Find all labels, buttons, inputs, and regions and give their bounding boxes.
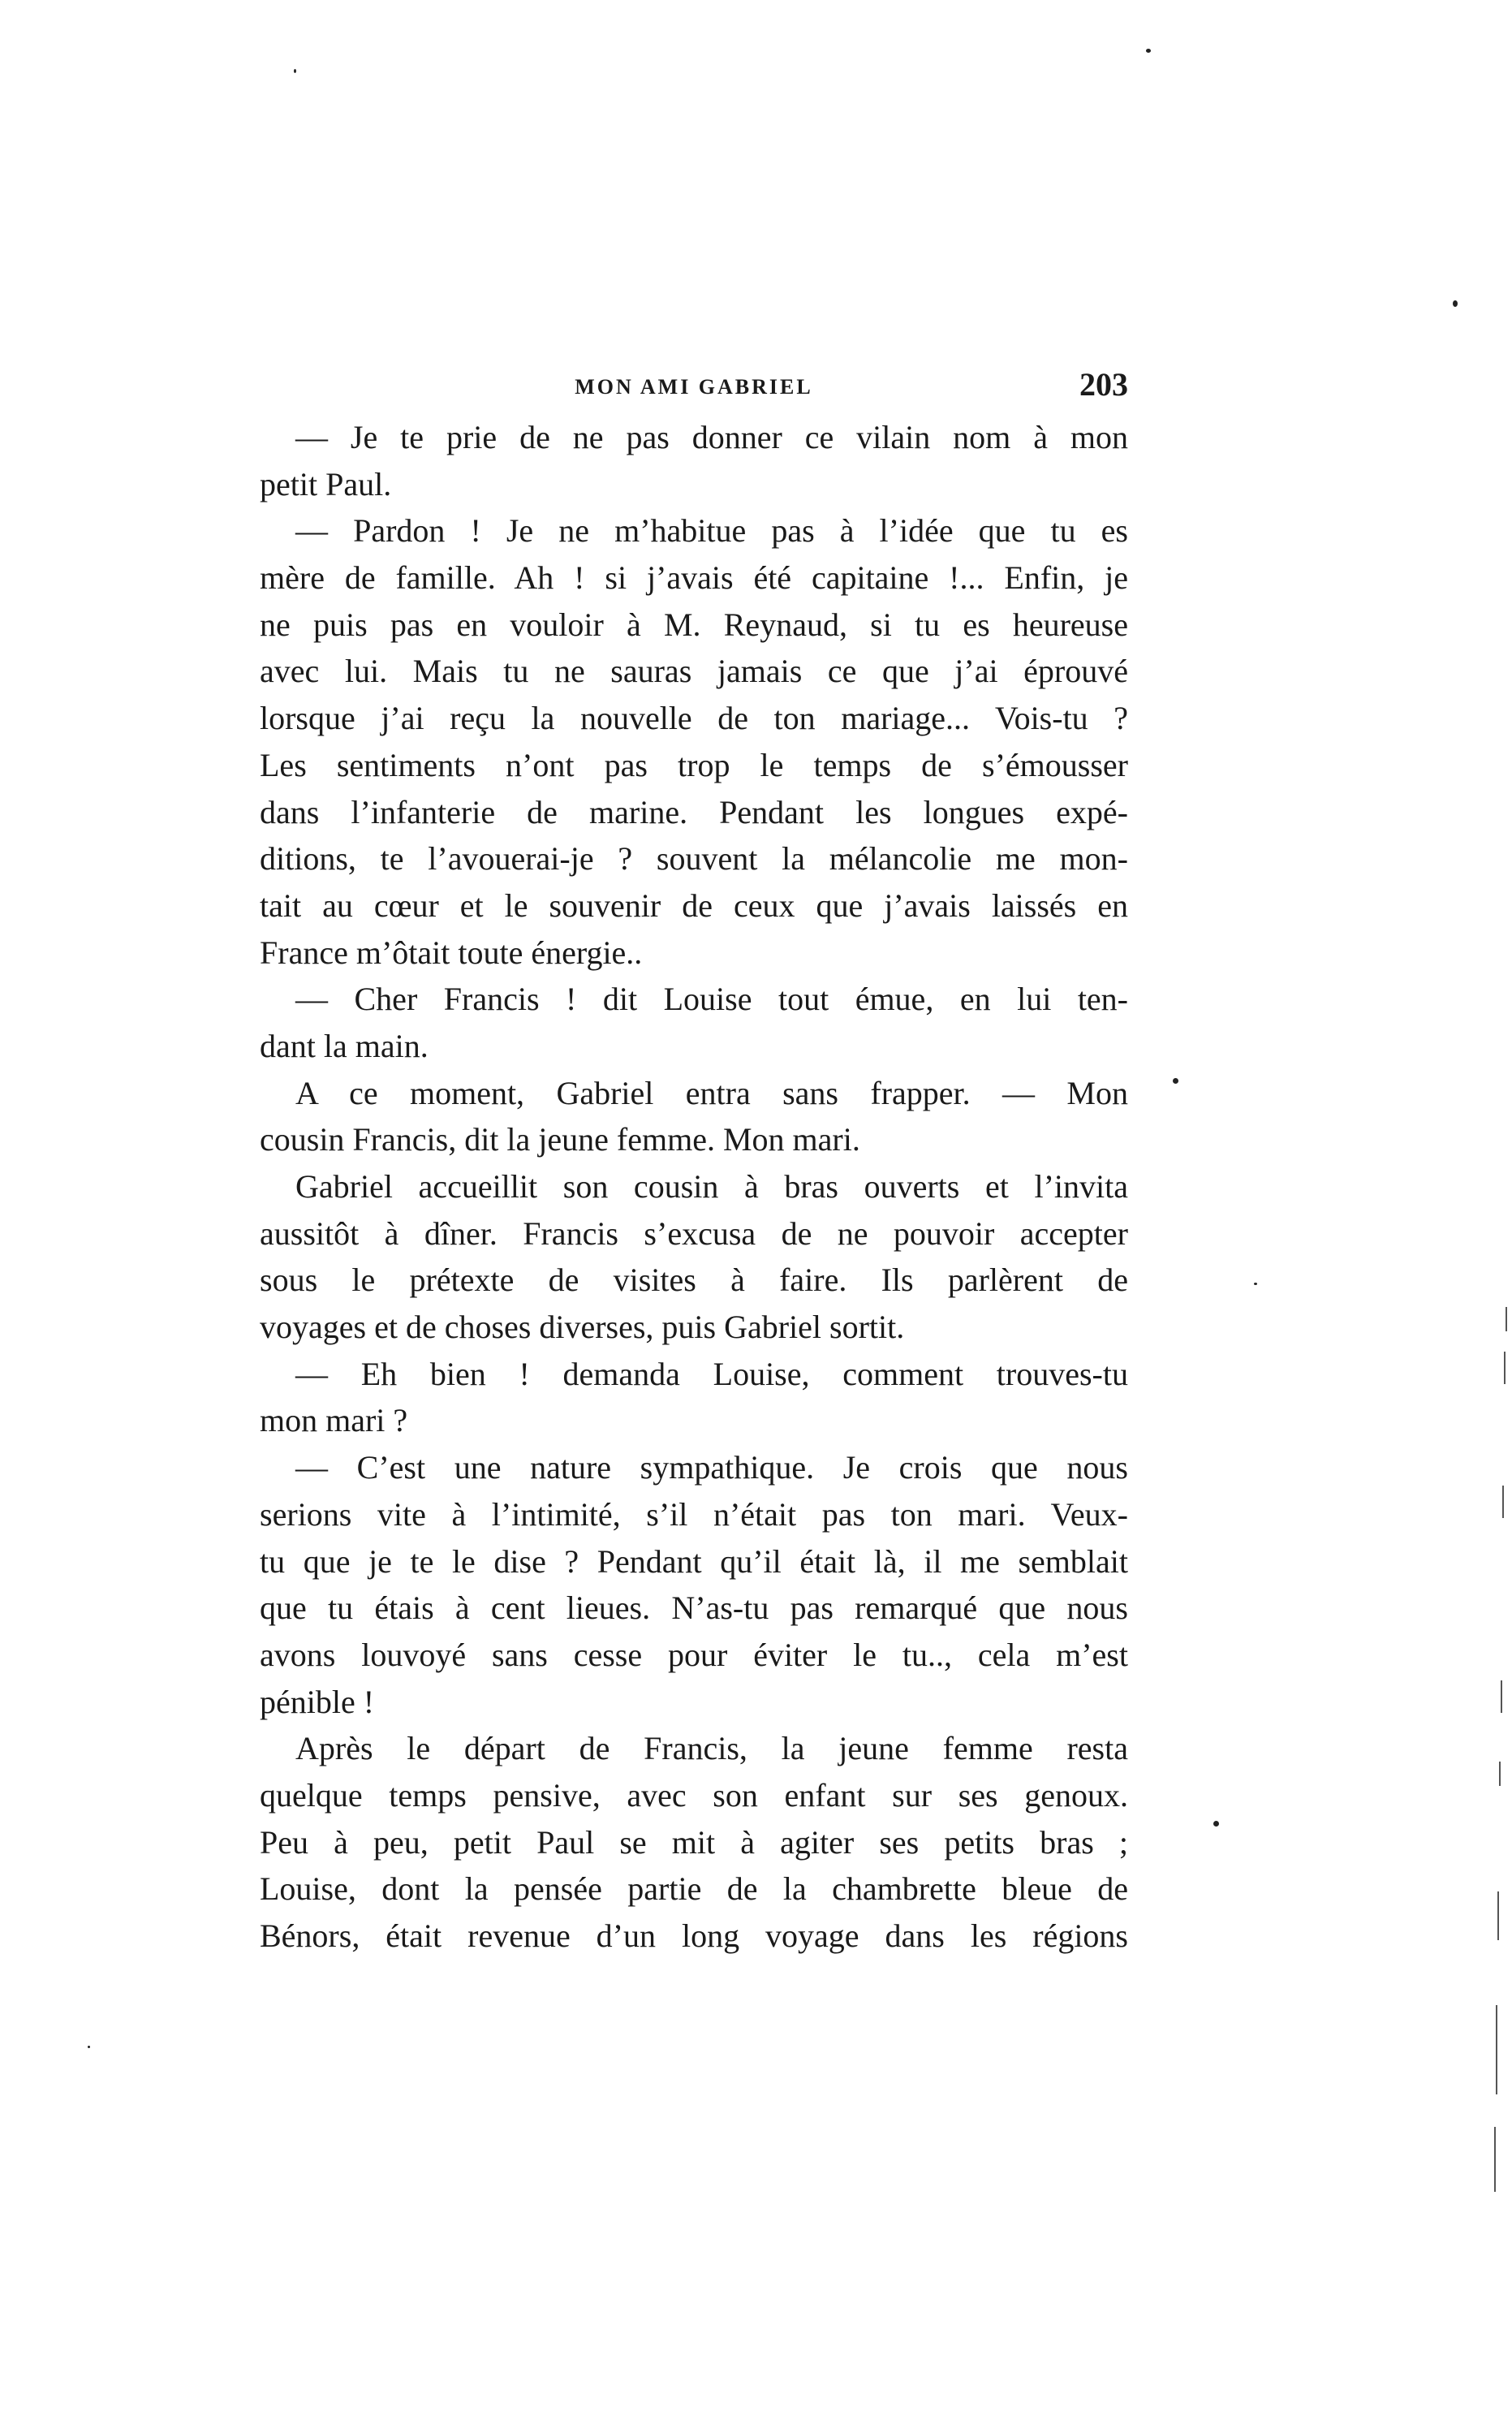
text-line: — Je te prie de ne pas donner ce vilain nom à mon <box>295 419 1128 455</box>
scan-speck <box>1213 1821 1219 1827</box>
text-line: aussitôt à dîner. Francis s’excusa de ne pouvoir accepter <box>260 1214 1128 1252</box>
text-line: Peu à peu, petit Paul se mit à agiter ses petits bras ; <box>260 1823 1128 1861</box>
scan-speck <box>88 2046 90 2048</box>
text-line: voyages et de choses diverses, puis Gabriel sortit. <box>260 1309 905 1346</box>
text-line: avons louvoyé sans cesse pour éviter le tu.., cela m’est <box>260 1636 1128 1673</box>
text-line: Après le départ de Francis, la jeune femme resta <box>295 1730 1128 1767</box>
margin-mark <box>1499 1762 1501 1786</box>
text-line: Louise, dont la pensée partie de la chambrette bleue de <box>260 1870 1128 1908</box>
text-line: Les sentiments n’ont pas trop le temps de s’émousser <box>260 746 1128 783</box>
text-line: — Pardon ! Je ne m’habitue pas à l’idée que tu es <box>295 512 1128 550</box>
text-line: Gabriel accueillit son cousin à bras ouverts et l’invita <box>295 1168 1128 1205</box>
margin-mark <box>1501 1680 1502 1713</box>
margin-mark <box>1504 1352 1506 1384</box>
page-number: 203 <box>1079 366 1128 403</box>
text-line: A ce moment, Gabriel entra sans frapper. — Mon <box>295 1074 1128 1111</box>
text-line: dant la main. <box>260 1027 429 1064</box>
margin-mark <box>1494 2127 1496 2192</box>
scan-speck <box>1173 1078 1178 1084</box>
scan-speck <box>1146 49 1151 53</box>
text-line: — C’est une nature sympathique. Je crois que nous <box>295 1449 1128 1486</box>
text-line: — Eh bien ! demanda Louise, comment trouves-tu <box>295 1355 1128 1392</box>
margin-mark <box>1497 1891 1499 1940</box>
scan-speck <box>294 69 296 73</box>
margin-mark <box>1502 1486 1504 1518</box>
text-line: dans l’infanterie de marine. Pendant les longues expé- <box>260 793 1128 830</box>
text-line: avec lui. Mais tu ne sauras jamais ce que j’ai éprouvé <box>260 653 1128 690</box>
text-line: tait au cœur et le souvenir de ceux que j’avais laissés en <box>260 886 1128 924</box>
text-line: ne puis pas en vouloir à M. Reynaud, si tu es heureuse <box>260 606 1128 643</box>
running-head <box>260 360 1128 409</box>
text-line: lorsque j’ai reçu la nouvelle de ton mariage... Vois-tu ? <box>260 700 1128 737</box>
scan-speck <box>1254 1283 1257 1285</box>
text-line: France m’ôtait toute énergie.. <box>260 934 643 971</box>
scan-speck <box>1453 300 1458 307</box>
text-line: sous le prétexte de visites à faire. Ils parlèrent de <box>260 1262 1128 1299</box>
text-line: mère de famille. Ah ! si j’avais été capitaine !... Enfin, je <box>260 559 1128 597</box>
running-title: MON AMI GABRIEL <box>575 375 813 399</box>
margin-mark <box>1496 2005 1497 2094</box>
text-line: — Cher Francis ! dit Louise tout émue, en lui ten- <box>295 981 1128 1018</box>
text-line: pénible ! <box>260 1683 375 1720</box>
text-line: ditions, te l’avouerai-je ? souvent la mélancolie me mon- <box>260 840 1128 878</box>
text-line: que tu étais à cent lieues. N’as-tu pas remarqué que nous <box>260 1589 1128 1627</box>
text-line: Bénors, était revenue d’un long voyage dans les régions <box>260 1917 1128 1954</box>
text-line: cousin Francis, dit la jeune femme. Mon mari. <box>260 1121 860 1158</box>
margin-mark <box>1506 1307 1507 1331</box>
text-line: petit Paul. <box>260 465 392 502</box>
text-line: quelque temps pensive, avec son enfant sur ses genoux. <box>260 1776 1128 1814</box>
body-text <box>260 414 1128 1960</box>
text-line: serions vite à l’intimité, s’il n’était pas ton mari. Veux- <box>260 1495 1128 1533</box>
text-line: tu que je te le dise ? Pendant qu’il était là, il me semblait <box>260 1542 1128 1580</box>
text-line: mon mari ? <box>260 1402 408 1439</box>
